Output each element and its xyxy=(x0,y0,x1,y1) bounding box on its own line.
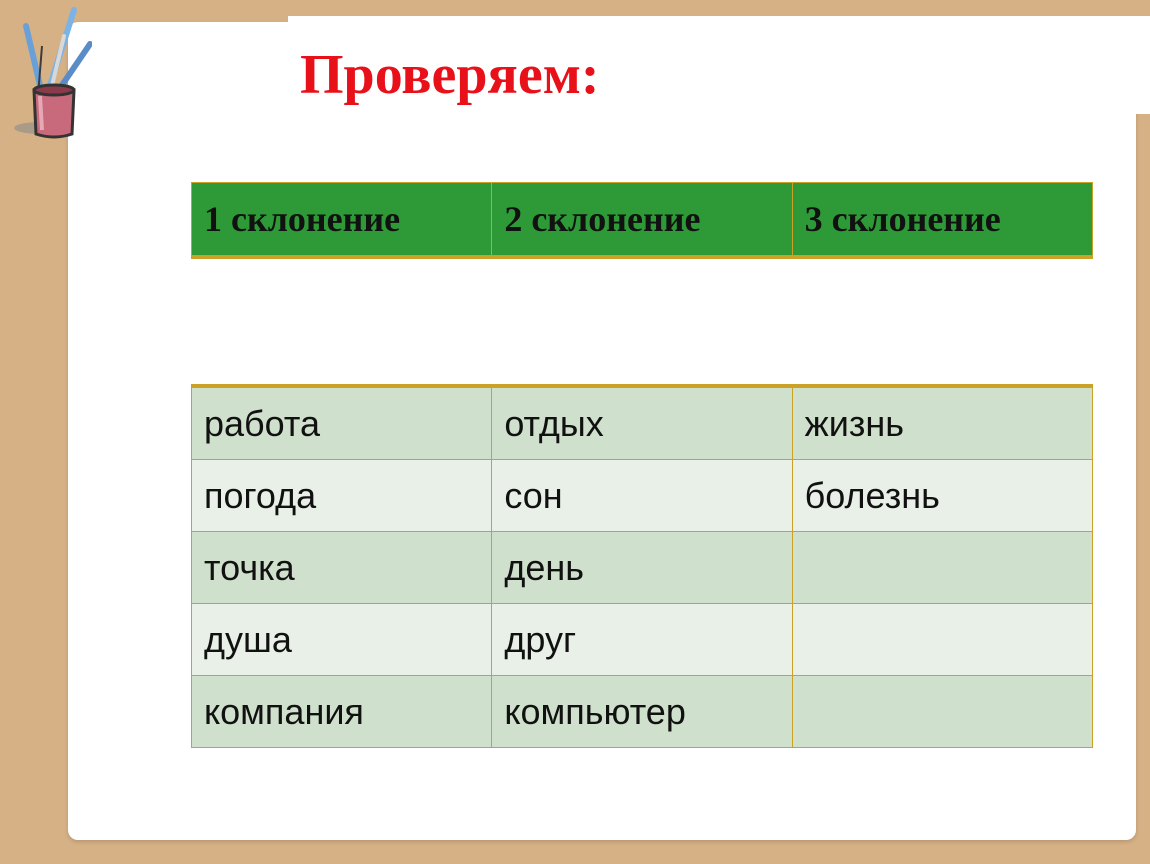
word-cell: друг xyxy=(492,604,792,676)
word-cell: компания xyxy=(192,676,492,748)
word-cell xyxy=(792,676,1092,748)
table-row xyxy=(192,604,1093,676)
word-cell: душа xyxy=(192,604,492,676)
word-cell: компьютер xyxy=(492,676,792,748)
word-cell: жизнь xyxy=(792,386,1092,460)
slide-title: Проверяем: xyxy=(300,44,600,106)
word-cell xyxy=(792,604,1092,676)
word-cell: сон xyxy=(492,460,792,532)
pencil-cup-icon xyxy=(12,6,92,140)
word-cell xyxy=(792,532,1092,604)
word-cell: болезнь xyxy=(792,460,1092,532)
header-cell-declension-1: 1 склонение xyxy=(192,183,492,258)
header-cell-declension-3: 3 склонение xyxy=(792,183,1092,258)
word-cell: день xyxy=(492,532,792,604)
word-cell: работа xyxy=(192,386,492,460)
word-cell: точка xyxy=(192,532,492,604)
table-row xyxy=(192,676,1093,748)
word-cell: отдых xyxy=(492,386,792,460)
header-row xyxy=(192,183,1093,258)
declension-header-table xyxy=(191,182,1093,259)
table-row xyxy=(192,460,1093,532)
table-row xyxy=(192,532,1093,604)
table-row xyxy=(192,386,1093,460)
word-table xyxy=(191,384,1093,748)
word-cell: погода xyxy=(192,460,492,532)
header-cell-declension-2: 2 склонение xyxy=(492,183,792,258)
